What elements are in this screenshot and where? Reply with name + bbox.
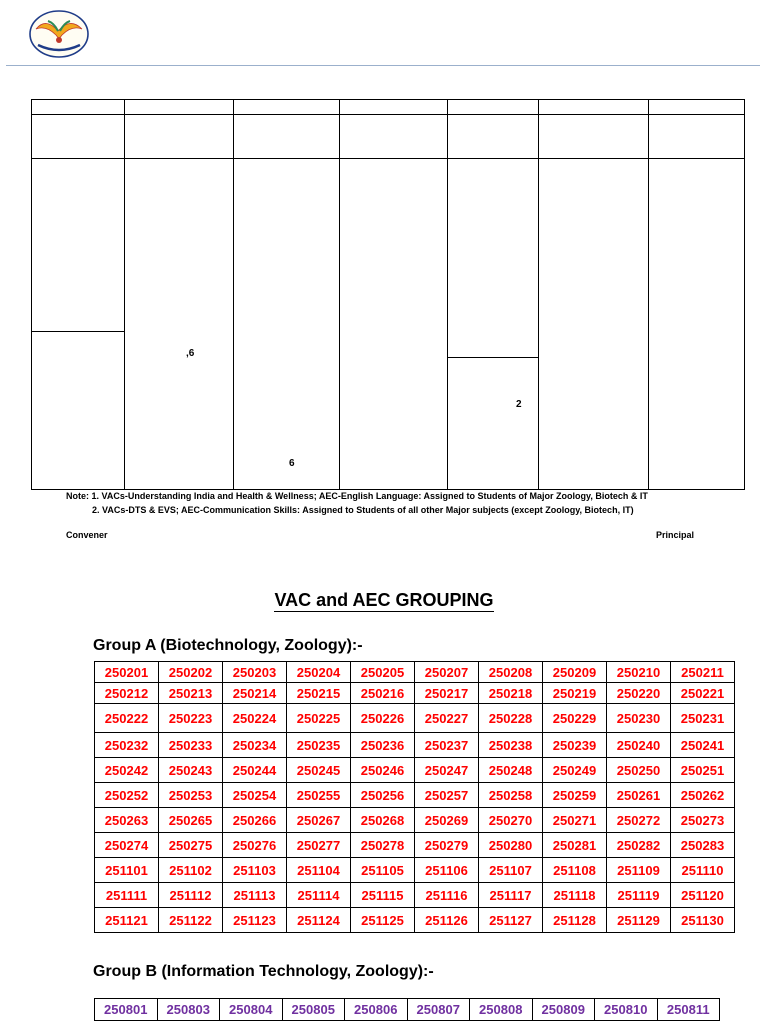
roll-number-cell: 250281 [543, 833, 607, 858]
roll-number-cell: 250202 [159, 662, 223, 683]
roll-number-cell: 250219 [543, 683, 607, 704]
convener-label: Convener [66, 530, 108, 540]
roll-number-cell: 250239 [543, 733, 607, 758]
table-row [95, 758, 735, 783]
schedule-cell-text: 2 [516, 399, 522, 410]
roll-number-cell: 250808 [470, 999, 533, 1021]
schedule-table [31, 99, 745, 490]
roll-number-cell: 250229 [543, 704, 607, 733]
roll-number-cell: 250204 [287, 662, 351, 683]
roll-number-cell: 250228 [479, 704, 543, 733]
roll-number-cell: 250255 [287, 783, 351, 808]
roll-number-cell: 250268 [351, 808, 415, 833]
roll-number-cell: 250217 [415, 683, 479, 704]
schedule-cell-text: ,6 [186, 348, 195, 359]
roll-number-cell: 250275 [159, 833, 223, 858]
roll-number-cell: 251103 [223, 858, 287, 883]
roll-number-cell: 250250 [607, 758, 671, 783]
page-title: VAC and AEC GROUPING [274, 590, 494, 610]
table-row [95, 908, 735, 933]
college-logo [28, 9, 90, 59]
roll-number-cell: 250218 [479, 683, 543, 704]
roll-number-cell: 250801 [95, 999, 158, 1021]
roll-number-cell: 250234 [223, 733, 287, 758]
note-line-2: 2. VACs-DTS & EVS; AEC-Communication Skills: Assigned to Students of all other Major subjects (except Zoology, Biotech, IT) [92, 505, 634, 515]
roll-number-cell: 251122 [159, 908, 223, 933]
roll-number-cell: 251127 [479, 908, 543, 933]
principal-label: Principal [656, 530, 695, 540]
roll-number-cell: 250273 [671, 808, 735, 833]
roll-number-cell: 250207 [415, 662, 479, 683]
roll-number-cell: 250267 [287, 808, 351, 833]
roll-number-cell: 250283 [671, 833, 735, 858]
roll-number-cell: 251126 [415, 908, 479, 933]
roll-number-cell: 250227 [415, 704, 479, 733]
roll-number-cell: 250205 [351, 662, 415, 683]
roll-number-cell: 250811 [657, 999, 720, 1021]
table-row [95, 733, 735, 758]
table-row [95, 683, 735, 704]
roll-number-cell: 250245 [287, 758, 351, 783]
roll-number-cell: 250276 [223, 833, 287, 858]
roll-number-cell: 250258 [479, 783, 543, 808]
group-b-table [94, 998, 720, 1021]
roll-number-cell: 250242 [95, 758, 159, 783]
roll-number-cell: 251124 [287, 908, 351, 933]
table-row [95, 858, 735, 883]
roll-number-cell: 250220 [607, 683, 671, 704]
roll-number-cell: 250225 [287, 704, 351, 733]
roll-number-cell: 251121 [95, 908, 159, 933]
roll-number-cell: 251119 [607, 883, 671, 908]
roll-number-cell: 250810 [595, 999, 658, 1021]
roll-number-cell: 251102 [159, 858, 223, 883]
roll-number-cell: 250261 [607, 783, 671, 808]
roll-number-cell: 250271 [543, 808, 607, 833]
roll-number-cell: 250226 [351, 704, 415, 733]
roll-number-cell: 250252 [95, 783, 159, 808]
roll-number-cell: 250256 [351, 783, 415, 808]
table-row [95, 704, 735, 733]
roll-number-cell: 250201 [95, 662, 159, 683]
roll-number-cell: 251112 [159, 883, 223, 908]
group-a-heading: Group A (Biotechnology, Zoology):- [93, 637, 363, 654]
roll-number-cell: 250208 [479, 662, 543, 683]
roll-number-cell: 250806 [345, 999, 408, 1021]
roll-number-cell: 251107 [479, 858, 543, 883]
table-row [95, 999, 720, 1021]
roll-number-cell: 251130 [671, 908, 735, 933]
roll-number-cell: 251111 [95, 883, 159, 908]
roll-number-cell: 250236 [351, 733, 415, 758]
roll-number-cell: 250241 [671, 733, 735, 758]
roll-number-cell: 250278 [351, 833, 415, 858]
roll-number-cell: 250211 [671, 662, 735, 683]
roll-number-cell: 250232 [95, 733, 159, 758]
roll-number-cell: 250277 [287, 833, 351, 858]
roll-number-cell: 250805 [282, 999, 345, 1021]
roll-number-cell: 250265 [159, 808, 223, 833]
note-line-1: Note: 1. VACs-Understanding India and Health & Wellness; AEC-English Language: Assigned to Students of Major Zoology, Biotech & IT [66, 491, 648, 501]
group-b-heading: Group B (Information Technology, Zoology):- [93, 963, 434, 980]
roll-number-cell: 250203 [223, 662, 287, 683]
roll-number-cell: 251101 [95, 858, 159, 883]
roll-number-cell: 250263 [95, 808, 159, 833]
roll-number-cell: 251110 [671, 858, 735, 883]
roll-number-cell: 250274 [95, 833, 159, 858]
roll-number-cell: 250233 [159, 733, 223, 758]
roll-number-cell: 250262 [671, 783, 735, 808]
roll-number-cell: 251109 [607, 858, 671, 883]
roll-number-cell: 250272 [607, 808, 671, 833]
roll-number-cell: 250251 [671, 758, 735, 783]
table-row [95, 808, 735, 833]
roll-number-cell: 250215 [287, 683, 351, 704]
roll-number-cell: 250238 [479, 733, 543, 758]
roll-number-cell: 251108 [543, 858, 607, 883]
roll-number-cell: 250235 [287, 733, 351, 758]
roll-number-cell: 250266 [223, 808, 287, 833]
roll-number-cell: 250282 [607, 833, 671, 858]
roll-number-cell: 251115 [351, 883, 415, 908]
roll-number-cell: 250807 [407, 999, 470, 1021]
roll-number-cell: 251123 [223, 908, 287, 933]
roll-number-cell: 250214 [223, 683, 287, 704]
roll-number-cell: 251125 [351, 908, 415, 933]
roll-number-cell: 250280 [479, 833, 543, 858]
roll-number-cell: 250257 [415, 783, 479, 808]
roll-number-cell: 250269 [415, 808, 479, 833]
table-row [95, 833, 735, 858]
roll-number-cell: 250212 [95, 683, 159, 704]
group-a-table [94, 661, 735, 933]
roll-number-cell: 251120 [671, 883, 735, 908]
roll-number-cell: 250221 [671, 683, 735, 704]
roll-number-cell: 250231 [671, 704, 735, 733]
roll-number-cell: 250270 [479, 808, 543, 833]
roll-number-cell: 250247 [415, 758, 479, 783]
roll-number-cell: 250246 [351, 758, 415, 783]
roll-number-cell: 250244 [223, 758, 287, 783]
roll-number-cell: 250259 [543, 783, 607, 808]
roll-number-cell: 250230 [607, 704, 671, 733]
roll-number-cell: 250223 [159, 704, 223, 733]
roll-number-cell: 250253 [159, 783, 223, 808]
schedule-cell-text: 6 [289, 458, 295, 469]
roll-number-cell: 251105 [351, 858, 415, 883]
roll-number-cell: 250209 [543, 662, 607, 683]
roll-number-cell: 250803 [157, 999, 220, 1021]
roll-number-cell: 250222 [95, 704, 159, 733]
roll-number-cell: 250240 [607, 733, 671, 758]
table-row [95, 883, 735, 908]
roll-number-cell: 250237 [415, 733, 479, 758]
roll-number-cell: 251129 [607, 908, 671, 933]
roll-number-cell: 251106 [415, 858, 479, 883]
table-row [95, 783, 735, 808]
roll-number-cell: 251128 [543, 908, 607, 933]
roll-number-cell: 250243 [159, 758, 223, 783]
roll-number-cell: 251104 [287, 858, 351, 883]
roll-number-cell: 251113 [223, 883, 287, 908]
roll-number-cell: 250210 [607, 662, 671, 683]
roll-number-cell: 250216 [351, 683, 415, 704]
roll-number-cell: 250249 [543, 758, 607, 783]
roll-number-cell: 251117 [479, 883, 543, 908]
roll-number-cell: 251116 [415, 883, 479, 908]
roll-number-cell: 250804 [220, 999, 283, 1021]
roll-number-cell: 250279 [415, 833, 479, 858]
table-row [95, 662, 735, 683]
roll-number-cell: 250809 [532, 999, 595, 1021]
roll-number-cell: 251114 [287, 883, 351, 908]
roll-number-cell: 250254 [223, 783, 287, 808]
roll-number-cell: 251118 [543, 883, 607, 908]
header-divider [6, 65, 760, 66]
roll-number-cell: 250224 [223, 704, 287, 733]
roll-number-cell: 250248 [479, 758, 543, 783]
roll-number-cell: 250213 [159, 683, 223, 704]
